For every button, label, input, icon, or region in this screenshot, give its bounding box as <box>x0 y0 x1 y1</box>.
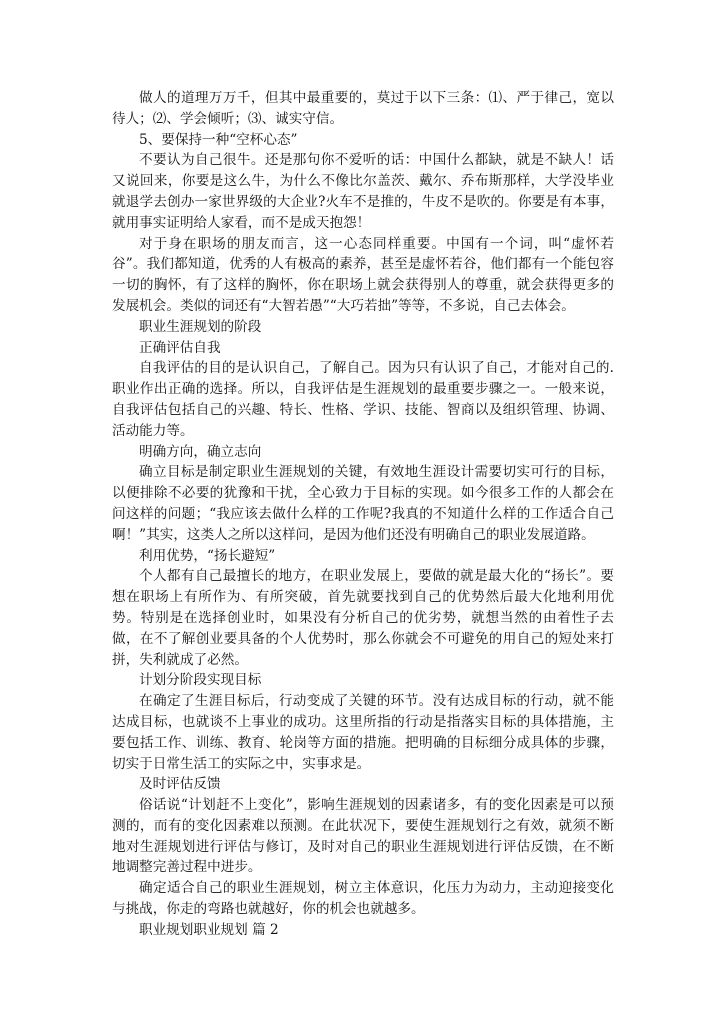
paragraph-feedback: 俗话说“计划赶不上变化”，影响生涯规划的因素诸多，有的变化因素是可以预测的，而有的变化因素难以预测。在此状况下，要使生涯规划行之有效，就须不断地对生涯规划进行评估与修订，及时对自己的职业生涯规划进行评估反馈，在不断地调整完善过程中进步。 <box>112 797 614 876</box>
paragraph-direction: 确立目标是制定职业生涯规划的关键，有效地生涯设计需要切实可行的目标，以便排除不必要的犹豫和干扰，全心致力于目标的实现。如今很多工作的人都会在问这样的问题；“我应该去做什么样的工作呢?我真的不知道什么样的工作适合自己啊！”其实，这类人之所以这样问，是因为他们还没有明确自己的职业发展道路。 <box>112 464 614 543</box>
paragraph-conclusion: 确定适合自己的职业生涯规划，树立主体意识，化压力为动力，主动迎接变化与挑战，你走的弯路也就越好，你的机会也就越多。 <box>112 880 614 918</box>
document-body <box>112 88 614 941</box>
paragraph-humble-mind: 对于身在职场的朋友而言，这一心态同样重要。中国有一个词，叫“虚怀若谷”。我们都知道，优秀的人有极高的素养，甚至是虚怀若谷，他们都有一个能包容一切的胸怀，有了这样的胸怀，你在职场上就会获得别人的尊重，就会获得更多的发展机会。类似的词还有“大智若愚”“大巧若拙”等等，不多说，自己去体会。 <box>112 235 614 314</box>
paragraph-plan-stages: 在确定了生涯目标后，行动变成了关键的环节。没有达成目标的行动，就不能达成目标，也就谈不上事业的成功。这里所指的行动是指落实目标的具体措施，主要包括工作、训练、教育、轮岗等方面的措施。把明确的目标细分成具体的步骤，切实于日常生活工的实际之中，实事求是。 <box>112 693 614 772</box>
heading-strengths: 利用优势，“扬长避短” <box>139 547 276 564</box>
heading-career-stages: 职业生涯规划的阶段 <box>139 318 262 335</box>
heading-empty-cup: 5、要保持一种“空杯心态” <box>139 131 298 148</box>
heading-direction: 明确方向，确立志向 <box>139 443 262 460</box>
heading-part-2: 职业规划职业规划 篇 2 <box>139 921 279 938</box>
heading-plan-stages: 计划分阶段实现目标 <box>139 672 262 689</box>
paragraph-strengths: 个人都有自己最擅长的地方，在职业发展上，要做的就是最大化的“扬长”。要想在职场上有所作为、有所突破，首先就要找到自己的优势然后最大化地利用优势。特别是在选择创业时，如果没有分析自己的优劣势，就想当然的由着性子去做，在不了解创业要具备的个人优势时，那么你就会不可避免的用自己的短处来打拼，失利就成了必然。 <box>112 568 614 668</box>
paragraph-self-assessment: 自我评估的目的是认识自己，了解自己。因为只有认识了自己，才能对自己的.职业作出正确的选择。所以，自我评估是生涯规划的最重要步骤之一。一般来说，自我评估包括自己的兴趣、特长、性格、学识、技能、智商以及组织管理、协调、活动能力等。 <box>112 360 614 439</box>
paragraph-principles: 做人的道理万万千，但其中最重要的，莫过于以下三条：⑴、严于律己，宽以待人；⑵、学会倾听；⑶、诚实守信。 <box>112 90 614 127</box>
heading-feedback: 及时评估反馈 <box>139 776 221 793</box>
heading-self-assessment: 正确评估自我 <box>139 339 221 356</box>
paragraph-not-arrogant: 不要认为自己很牛。还是那句你不爱听的话：中国什么都缺，就是不缺人！话又说回来，你要是这么牛，为什么不像比尔盖茨、戴尔、乔布斯那样，大学没毕业就退学去创办一家世界级的大企业?火车不是推的，牛皮不是吹的。你要是有本事，就用事实证明给人家看，而不是成天抱怨！ <box>112 152 614 231</box>
